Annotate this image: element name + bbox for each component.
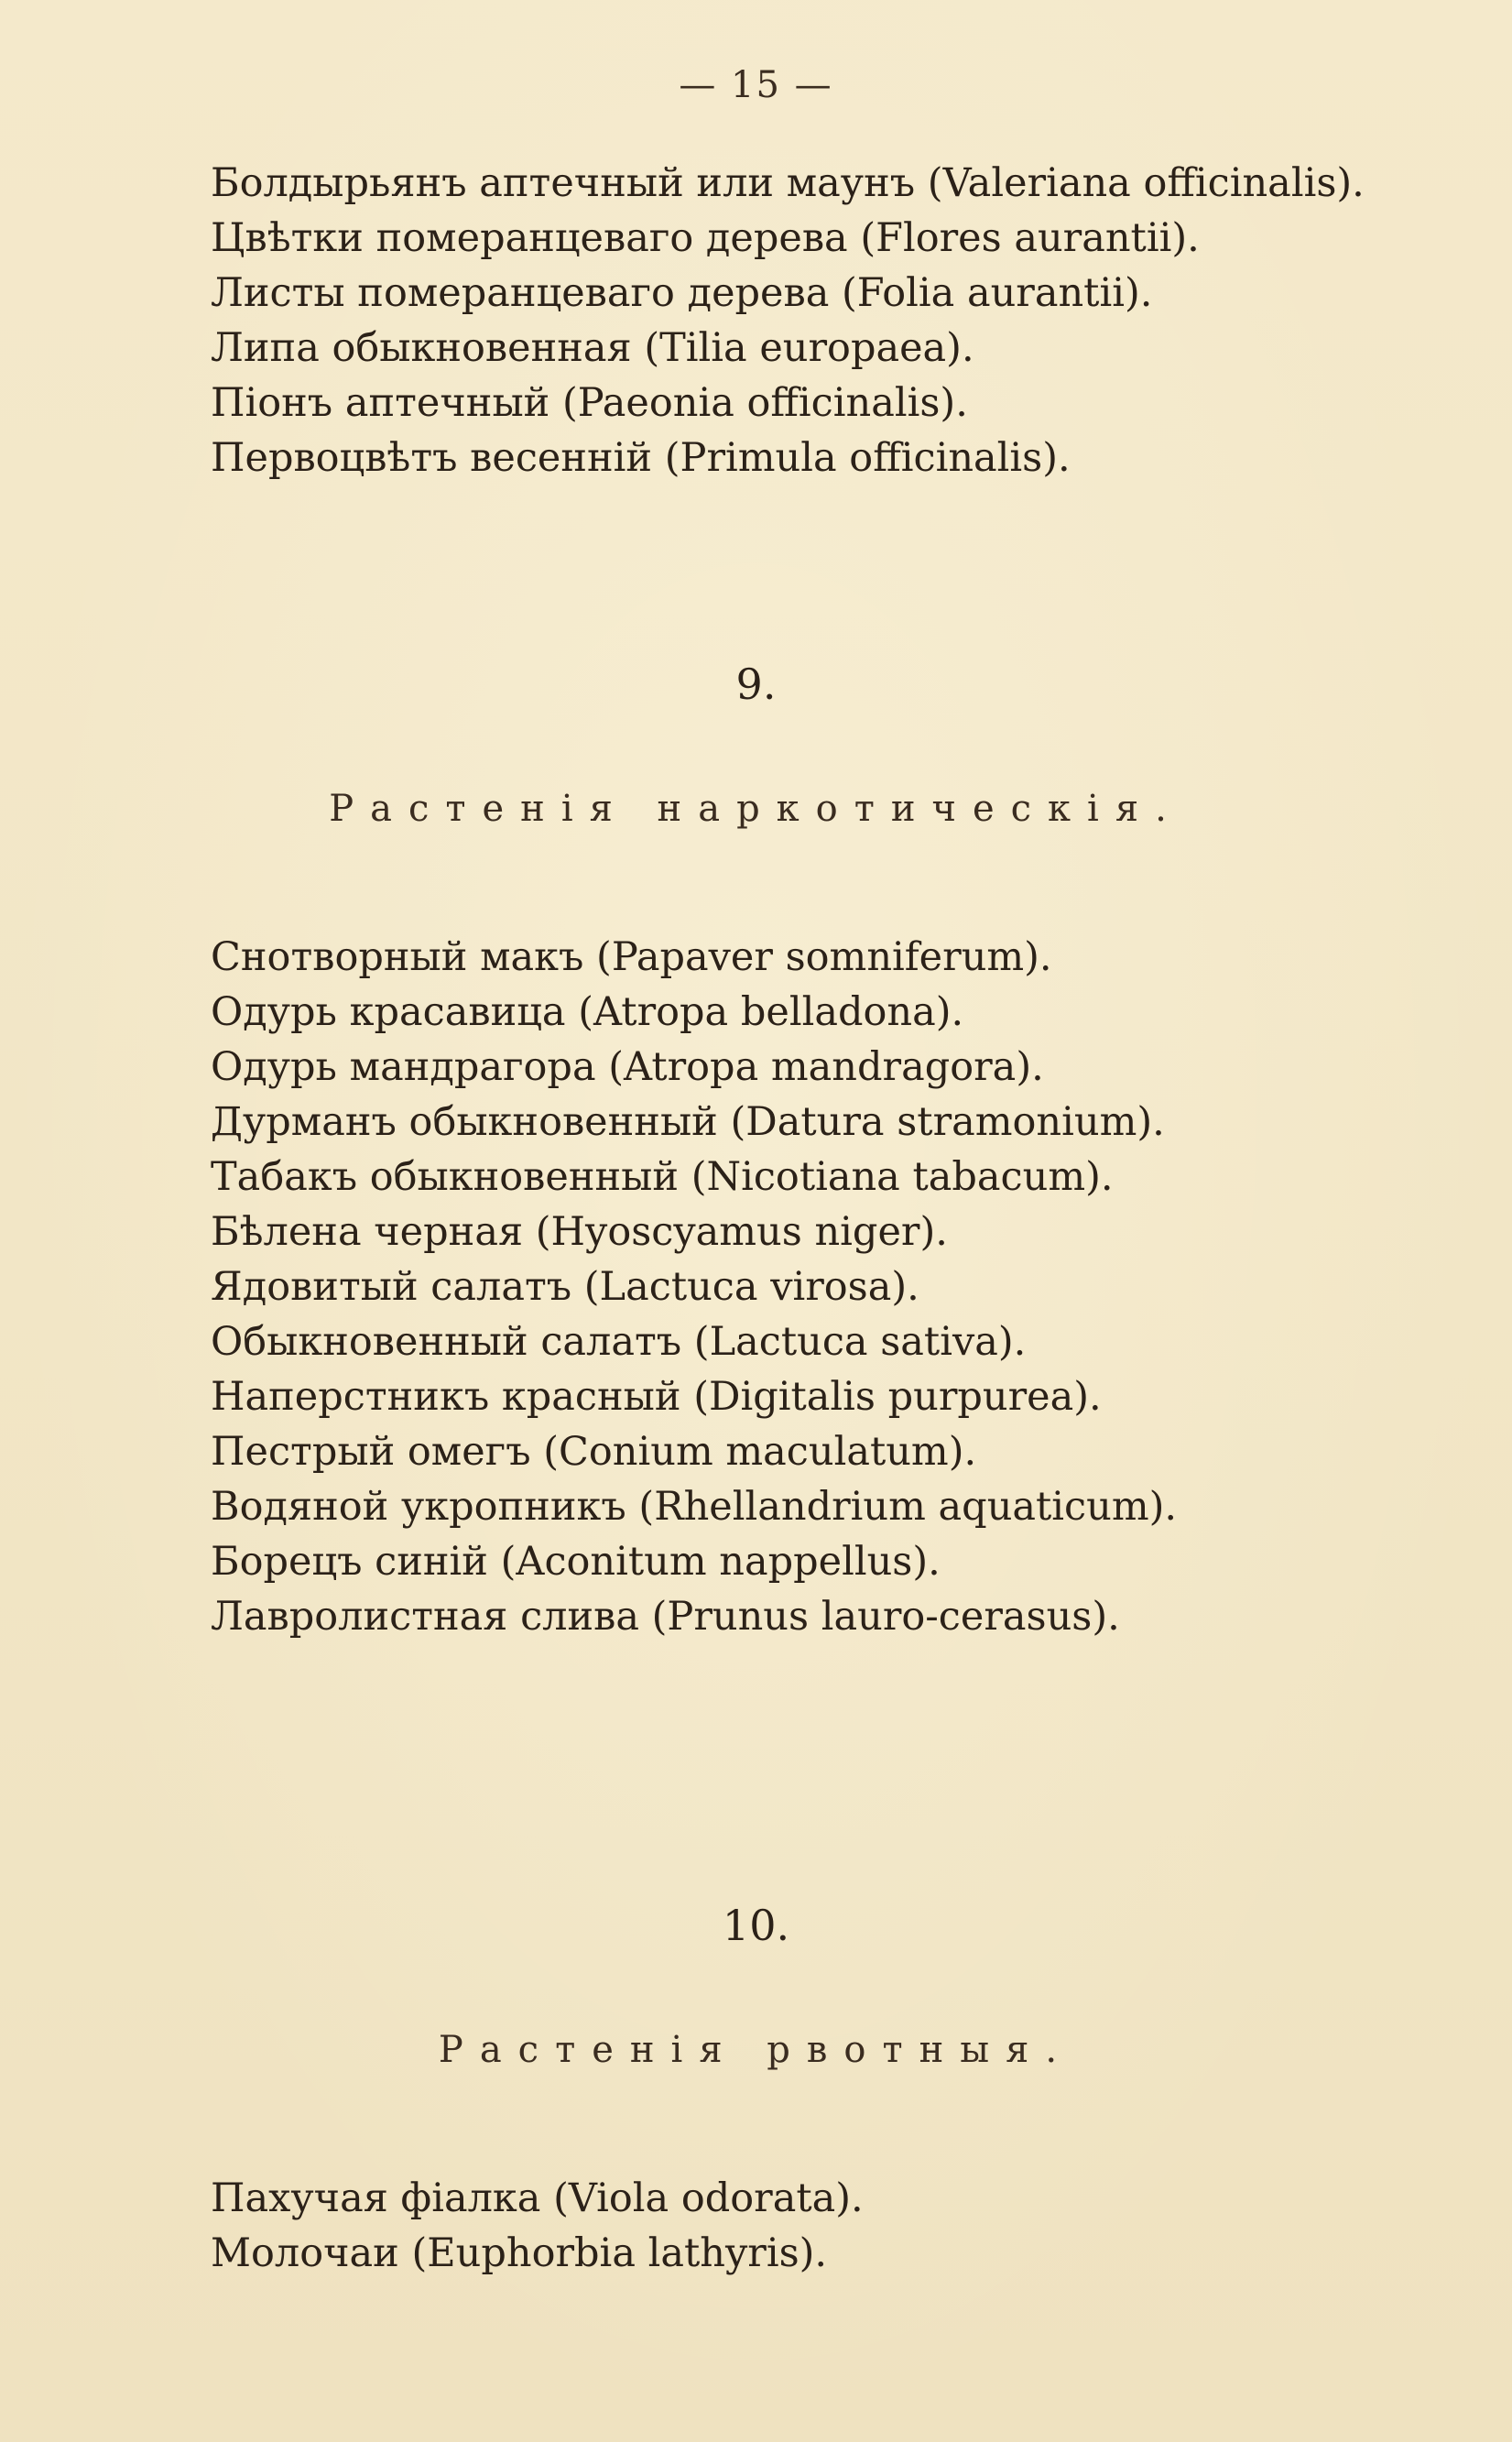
section-9-number: 9. (735, 660, 777, 709)
list-item: Водяной укропникъ (Rhellandrium aquaticum). (211, 1484, 1178, 1530)
list-item: Наперстникъ красный (Digitalis purpurea). (211, 1374, 1102, 1420)
section-10-entries-list (211, 2171, 1401, 2281)
list-item: Болдырьянъ аптечный или маунъ (Valeriana officinalis). (211, 160, 1365, 206)
list-item: Одурь красавица (Atropa belladona). (211, 989, 964, 1035)
section-9-title: Растенія наркотическія. (329, 788, 1183, 830)
list-item: Піонъ аптечный (Paeonia officinalis). (211, 380, 968, 426)
list-item: Первоцвѣтъ весенній (Primula officinalis). (211, 435, 1071, 481)
list-item: Снотворный макъ (Papaver somniferum). (211, 934, 1052, 980)
section-10-title: Растенія рвотныя. (438, 2029, 1074, 2071)
section-9-entries-list (211, 930, 1401, 1644)
list-item: Цвѣтки померанцеваго дерева (Flores aurantii). (211, 215, 1200, 261)
list-item: Обыкновенный салатъ (Lactuca sativa). (211, 1319, 1027, 1365)
list-item: Дурманъ обыкновенный (Datura stramonium). (211, 1099, 1165, 1145)
list-item: Одурь мандрагора (Atropa mandragora). (211, 1044, 1044, 1090)
list-item: Ядовитый салатъ (Lactuca virosa). (211, 1264, 919, 1310)
section-10-number: 10. (722, 1901, 790, 1950)
list-item: Табакъ обыкновенный (Nicotiana tabacum). (211, 1154, 1114, 1200)
list-item: Лавролистная слива (Prunus lauro-cerasus). (211, 1594, 1120, 1640)
list-item: Листы померанцеваго дерева (Folia aurantii). (211, 270, 1153, 316)
list-item: Пахучая фіалка (Viola odorata). (211, 2175, 864, 2221)
top-entries-list (211, 156, 1401, 485)
list-item: Молочаи (Euphorbia lathyris). (211, 2230, 828, 2276)
page-number: — 15 — (679, 64, 833, 106)
list-item: Пестрый омегъ (Conium maculatum). (211, 1429, 977, 1475)
list-item: Борецъ синій (Aconitum nappellus). (211, 1539, 941, 1585)
list-item: Бѣлена черная (Hyoscyamus niger). (211, 1209, 948, 1255)
list-item: Липа обыкновенная (Tilia europaea). (211, 325, 974, 371)
